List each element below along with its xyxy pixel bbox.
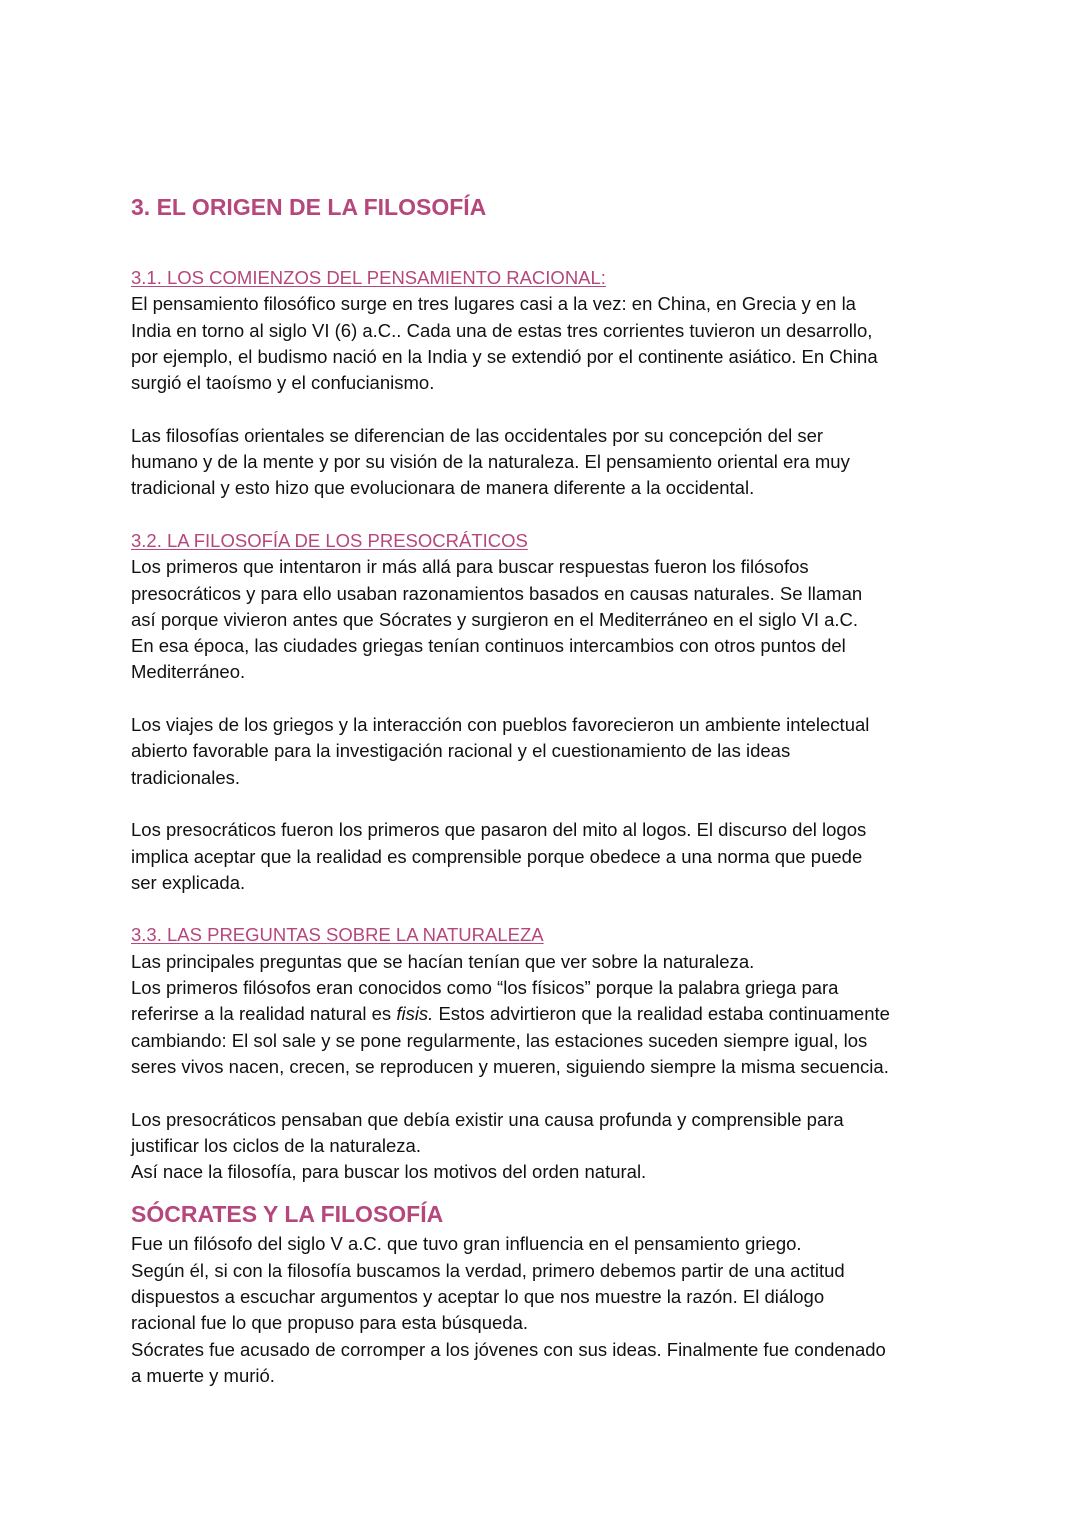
paragraph-line: presocráticos y para ello usaban razonamientos basados en causas naturales. Se llaman: [131, 582, 863, 604]
paragraph-line: así porque vivieron antes que Sócrates y surgieron en el Mediterráneo en el siglo VI a.C.: [131, 608, 859, 630]
paragraph-line: Así nace la filosofía, para buscar los motivos del orden natural.: [131, 1161, 647, 1183]
paragraph-line: Los presocráticos pensaban que debía existir una causa profunda y comprensible para: [131, 1108, 844, 1130]
subsection-heading-3-3: 3.3. LAS PREGUNTAS SOBRE LA NATURALEZA: [131, 924, 544, 946]
paragraph-line: Las filosofías orientales se diferencian de las occidentales por su concepción del ser: [131, 424, 824, 446]
text-run: Estos advirtieron que la realidad estaba continuamente: [433, 1003, 890, 1025]
paragraph-line: abierto favorable para la investigación racional y el cuestionamiento de las ideas: [131, 740, 791, 762]
subsection-heading-3-1: 3.1. LOS COMIENZOS DEL PENSAMIENTO RACIONAL:: [131, 267, 606, 288]
paragraph-line: a muerte y murió.: [131, 1364, 275, 1386]
paragraph-line: implica aceptar que la realidad es comprensible porque obedece a una norma que puede: [131, 845, 863, 867]
section-title: 3. EL ORIGEN DE LA FILOSOFÍA: [131, 194, 487, 220]
subsection-heading-3-2: 3.2. LA FILOSOFÍA DE LOS PRESOCRÁTICOS: [131, 529, 528, 551]
paragraph-line: justificar los ciclos de la naturaleza.: [131, 1134, 421, 1156]
paragraph-line: humano y de la mente y por su visión de la naturaleza. El pensamiento oriental era muy: [131, 451, 850, 473]
paragraph-line: India en torno al siglo VI (6) a.C.. Cada una de estas tres corrientes tuvieron un desarrollo,: [131, 319, 873, 341]
paragraph-line: Los primeros que intentaron ir más allá para buscar respuestas fueron los filósofos: [131, 556, 809, 578]
paragraph-line: dispuestos a escuchar argumentos y aceptar lo que nos muestre la razón. El diálogo: [131, 1285, 825, 1307]
paragraph-line: por ejemplo, el budismo nació en la India y se extendió por el continente asiático. En China: [131, 345, 878, 367]
paragraph-line: [131, 1001, 961, 1027]
paragraph-line: tradicional y esto hizo que evolucionara de manera diferente a la occidental.: [131, 477, 755, 499]
paragraph-line: surgió el taoísmo y el confucianismo.: [131, 372, 435, 394]
paragraph-line: Mediterráneo.: [131, 661, 246, 683]
paragraph-line: seres vivos nacen, crecen, se reproducen y mueren, siguiendo siempre la misma secuencia.: [131, 1055, 889, 1077]
paragraph-line: Los presocráticos fueron los primeros que pasaron del mito al logos. El discurso del logos: [131, 819, 867, 841]
paragraph-line: El pensamiento filosófico surge en tres lugares casi a la vez: en China, en Grecia y en la: [131, 293, 856, 315]
paragraph-line: Según él, si con la filosofía buscamos la verdad, primero debemos partir de una actitud: [131, 1259, 845, 1281]
text-run: referirse a la realidad natural es: [131, 1003, 397, 1025]
paragraph-line: ser explicada.: [131, 871, 246, 893]
socrates-title: SÓCRATES Y LA FILOSOFÍA: [131, 1201, 444, 1228]
paragraph-line: Sócrates fue acusado de corromper a los jóvenes con sus ideas. Finalmente fue condenado: [131, 1338, 886, 1360]
paragraph-line: cambiando: El sol sale y se pone regularmente, las estaciones suceden siempre igual, los: [131, 1029, 868, 1051]
document-page: [131, 190, 961, 1389]
paragraph-line: tradicionales.: [131, 766, 241, 788]
paragraph-line: Las principales preguntas que se hacían tenían que ver sobre la naturaleza.: [131, 950, 755, 972]
paragraph-line: Fue un filósofo del siglo V a.C. que tuvo gran influencia en el pensamiento griego.: [131, 1233, 802, 1255]
emphasis-fisis: fisis.: [396, 1003, 434, 1025]
paragraph-line: racional fue lo que propuso para esta búsqueda.: [131, 1312, 529, 1334]
paragraph-line: Los primeros filósofos eran conocidos como “los físicos” porque la palabra griega para: [131, 977, 839, 999]
paragraph-line: Los viajes de los griegos y la interacción con pueblos favorecieron un ambiente intelectual: [131, 714, 870, 736]
paragraph-line: En esa época, las ciudades griegas tenían continuos intercambios con otros puntos del: [131, 635, 846, 657]
